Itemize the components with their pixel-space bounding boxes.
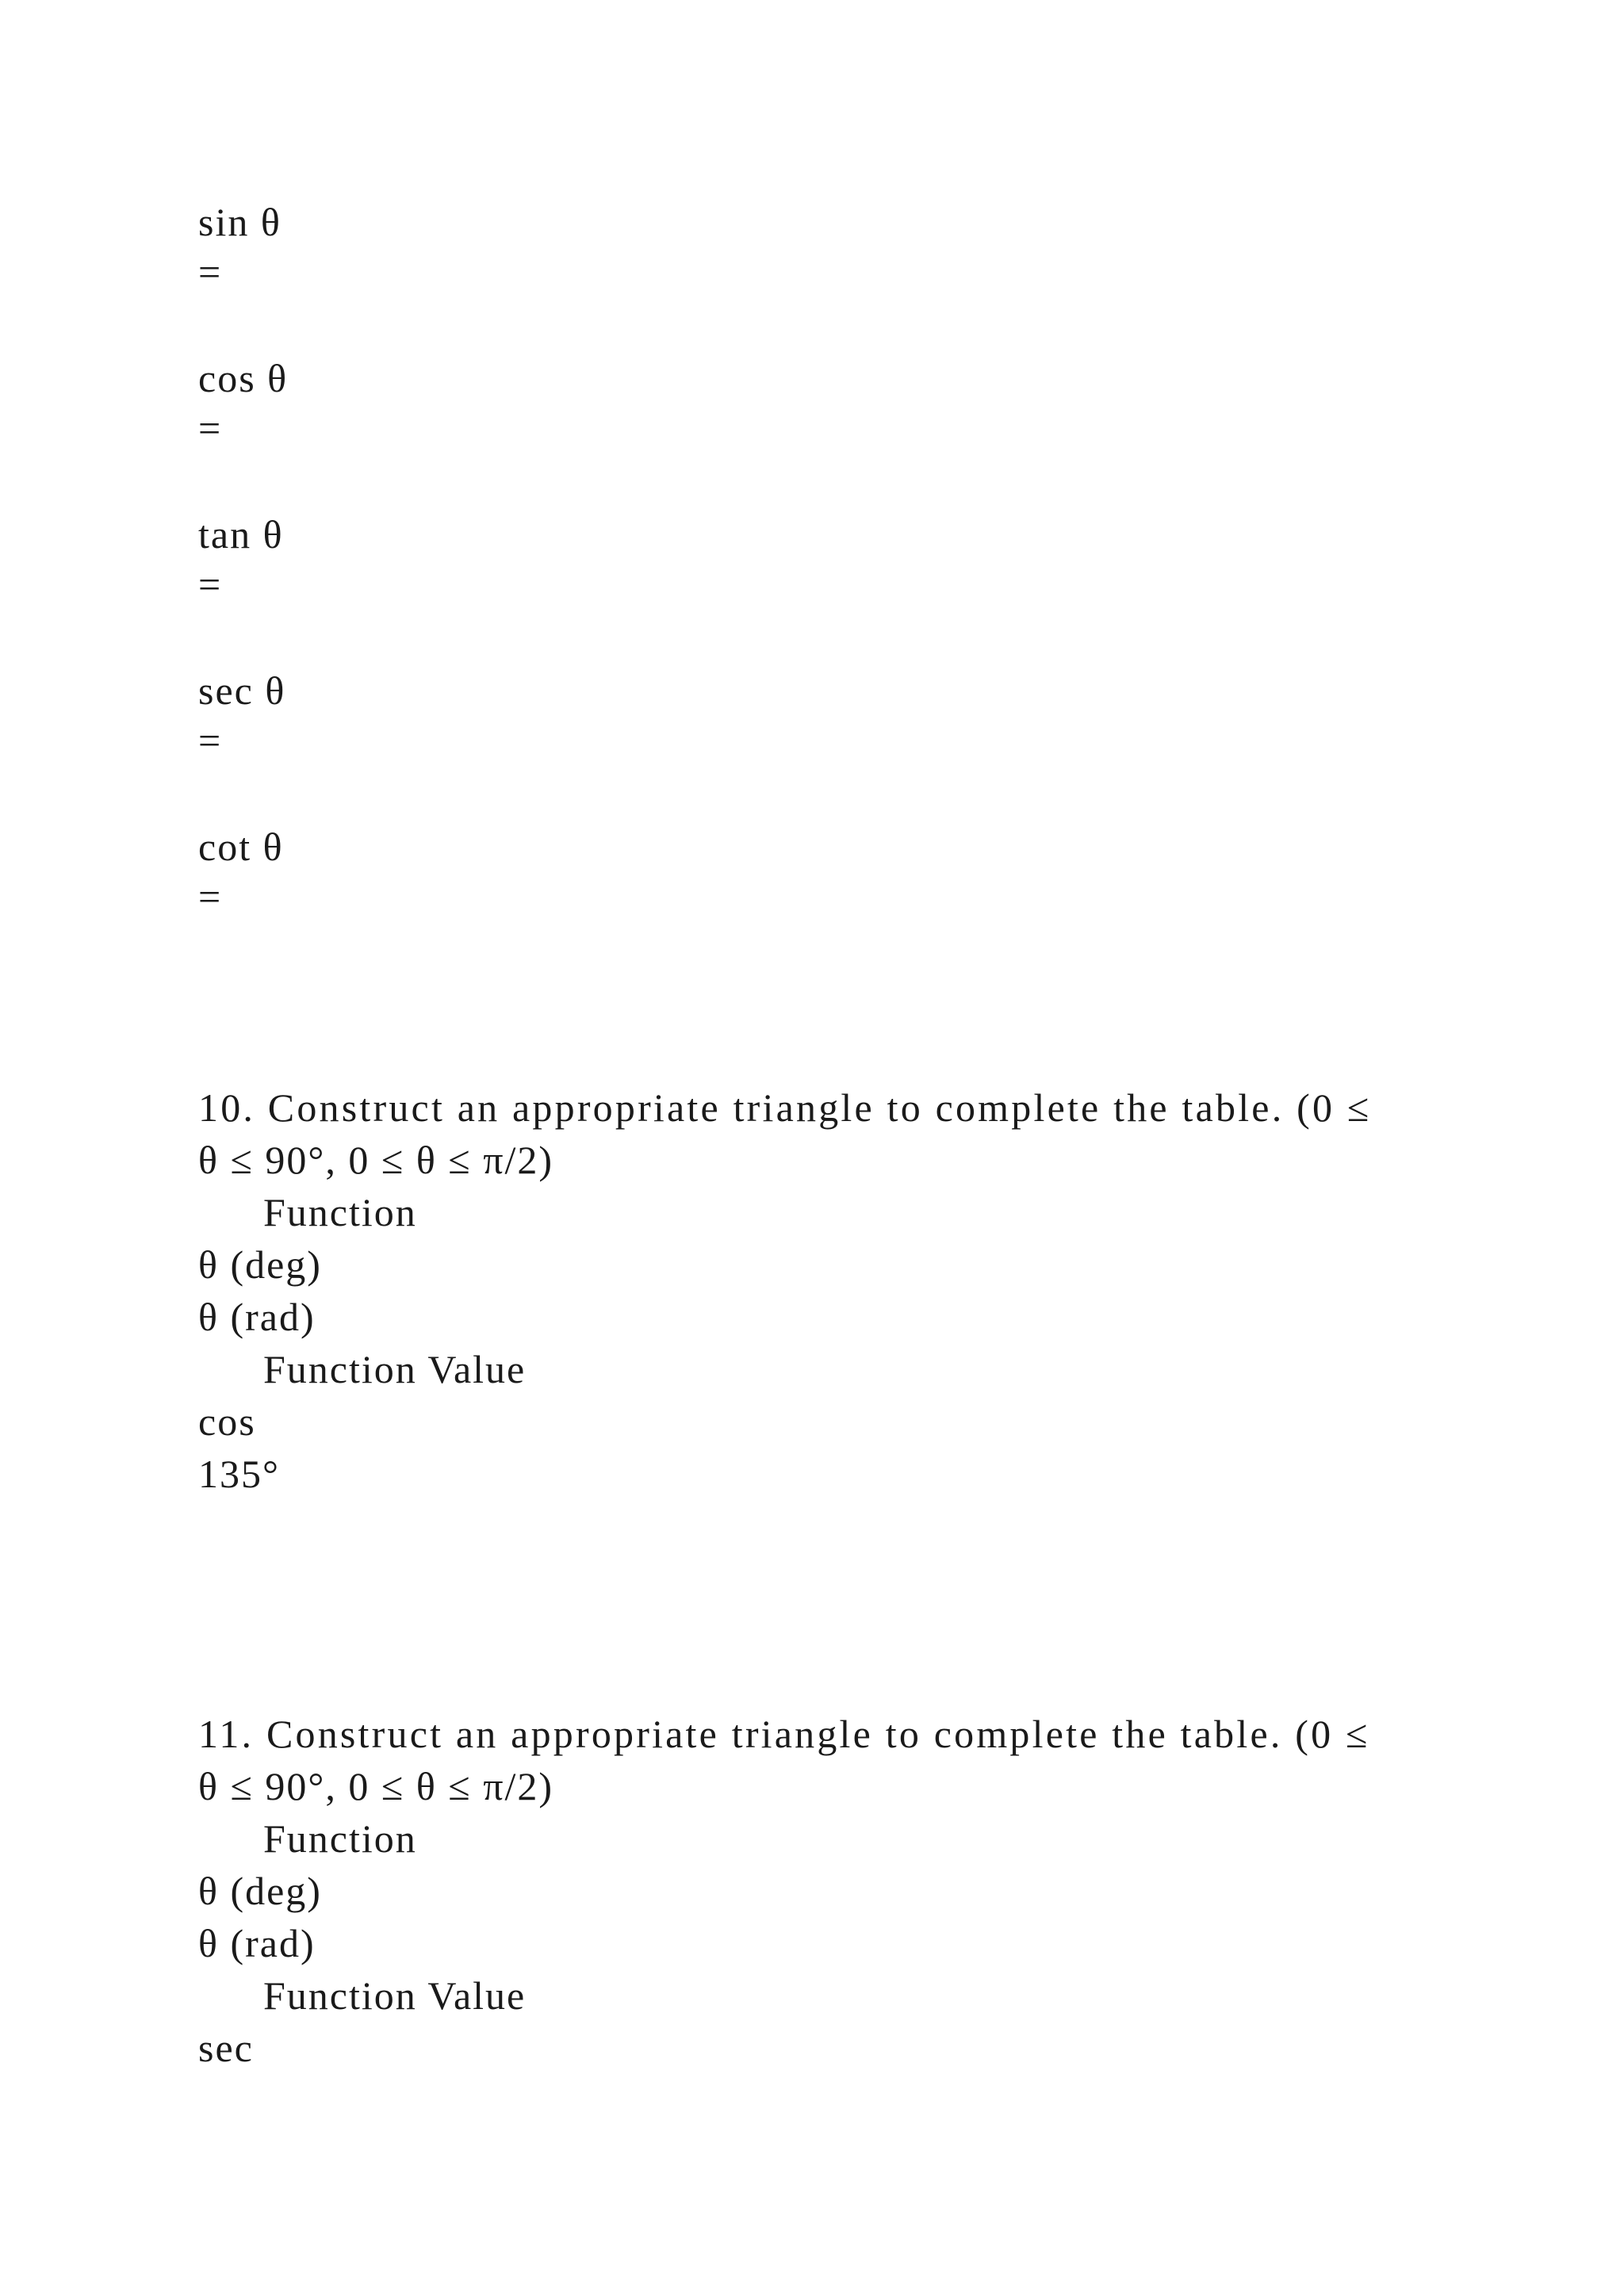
ratio-equals-cos: = bbox=[198, 406, 223, 450]
problem-10-header-deg: θ (deg) bbox=[198, 1242, 322, 1287]
problem-11-header-rad: θ (rad) bbox=[198, 1921, 316, 1965]
problem-11-row-function: sec bbox=[198, 2026, 254, 2070]
ratio-equals-cot: = bbox=[198, 874, 223, 919]
ratio-equals-tan: = bbox=[198, 562, 223, 607]
problem-10-row-deg: 135° bbox=[198, 1452, 280, 1496]
ratio-label-sin: sin θ bbox=[198, 200, 282, 244]
ratio-equals-sin: = bbox=[198, 250, 223, 294]
problem-11-condition: θ ≤ 90°, 0 ≤ θ ≤ π/2) bbox=[198, 1764, 554, 1808]
ratio-equals-sec: = bbox=[198, 718, 223, 763]
problem-10-header-value: Function Value bbox=[263, 1347, 527, 1391]
problem-11-statement: 11. Construct an appropriate triangle to complete the table. (0 ≤ bbox=[198, 1712, 1370, 1756]
ratio-label-cos: cos θ bbox=[198, 356, 289, 400]
problem-11-header-value: Function Value bbox=[263, 1973, 527, 2018]
problem-10-statement: 10. Construct an appropriate triangle to complete the table. (0 ≤ bbox=[198, 1085, 1372, 1130]
ratio-label-tan: tan θ bbox=[198, 512, 284, 557]
problem-10-condition: θ ≤ 90°, 0 ≤ θ ≤ π/2) bbox=[198, 1138, 554, 1182]
ratio-label-cot: cot θ bbox=[198, 825, 284, 869]
problem-11-header-function: Function bbox=[263, 1816, 417, 1861]
problem-10-header-function: Function bbox=[263, 1190, 417, 1234]
problem-10-header-rad: θ (rad) bbox=[198, 1295, 316, 1339]
problem-10-row-function: cos bbox=[198, 1399, 256, 1444]
ratio-label-sec: sec θ bbox=[198, 668, 286, 713]
problem-11-header-deg: θ (deg) bbox=[198, 1869, 322, 1913]
